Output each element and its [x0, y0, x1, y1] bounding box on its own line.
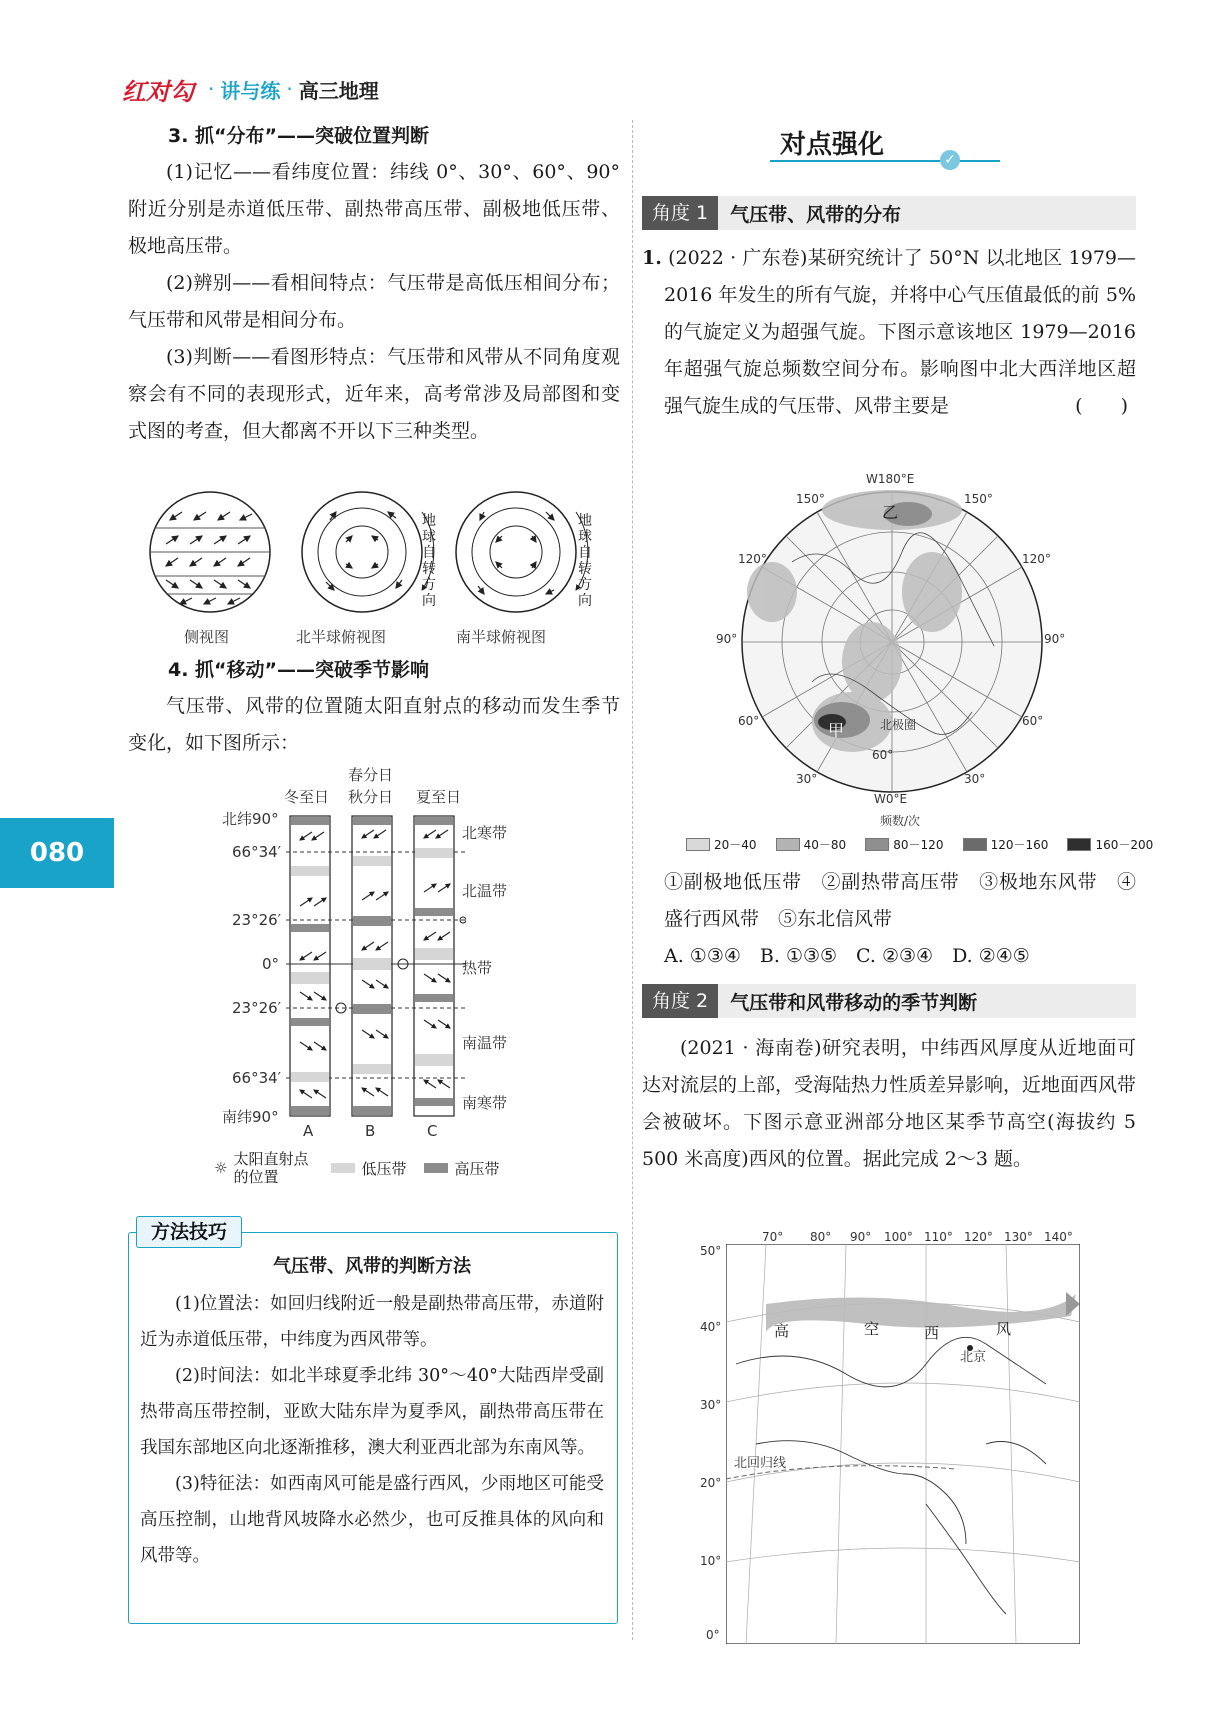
label-summer-solstice: 夏至日: [416, 788, 462, 806]
lon-90: 90°: [850, 1230, 872, 1244]
left-column: [128, 118, 620, 450]
tropic-label: 北回归线: [734, 1456, 787, 1471]
section-heading: 3. 抓“分布”——突破位置判断: [168, 125, 430, 147]
lat-23-north: 23°26′: [232, 911, 282, 929]
zone-north-temperate: 北温带: [462, 882, 508, 900]
lat-south-90: 南纬90°: [222, 1108, 279, 1126]
angle-1-tag: 角度 1: [642, 196, 718, 230]
brand-logo: 红对勾: [122, 76, 194, 106]
north-hemisphere-top-view: [302, 492, 434, 612]
map-label-jia: 甲: [828, 721, 845, 740]
map-label-60e: 60°: [1022, 714, 1044, 728]
lat-23-south: 23°26′: [232, 999, 282, 1017]
intro-2021: [642, 1030, 1136, 1178]
method-tips-tag: 方法技巧: [136, 1216, 242, 1248]
wind-label-3: 西: [924, 1324, 940, 1342]
wind-label-4: 风: [996, 1320, 1012, 1338]
lon-120: 120°: [964, 1230, 993, 1244]
method-paragraph: (1)位置法：如回归线附近一般是副热带高压带，赤道附近为赤道低压带，中纬度为西风带等。: [140, 1294, 604, 1350]
map-label-0: W0°E: [874, 792, 908, 806]
lat-50: 50°: [700, 1244, 722, 1258]
title-underline: [770, 160, 1000, 162]
map-label-30w: 30°: [796, 772, 818, 786]
angle-2-tag: 角度 2: [642, 984, 718, 1018]
map-legend-title: 频数/次: [880, 814, 921, 828]
zone-south-temperate: 南温带: [462, 1034, 508, 1052]
caption-side-view: 侧视图: [184, 628, 230, 646]
column-divider: [632, 120, 633, 1640]
lat-20: 20°: [700, 1476, 722, 1490]
caption-north-view: 北半球俯视图: [296, 628, 387, 646]
side-view-diagram: [150, 492, 270, 612]
lat-0: 0°: [706, 1628, 720, 1642]
lat-66-north: 66°34′: [232, 843, 282, 861]
lat-30: 30°: [700, 1398, 722, 1412]
question-1-stem: 1. (2022 · 广东卷)某研究统计了 50°N 以北地区 1979—2016 年发生的所有气旋，并将中心气压值最低的前 5% 的气旋定义为超强气旋。下图示意该地区 1979—2016 年超强气旋总频数空间分布。影响图中北大西洋地区超强气旋生成的气压带、风带主要是 ( ): [642, 247, 1136, 417]
map-label-150e: 150°: [964, 492, 993, 506]
lat-10: 10°: [700, 1554, 722, 1568]
lon-130: 130°: [1004, 1230, 1033, 1244]
lon-140: 140°: [1044, 1230, 1073, 1244]
caption-south-view: 南半球俯视图: [456, 628, 547, 646]
arctic-cyclone-map: [732, 482, 1062, 802]
section-heading: 4. 抓“移动”——突破季节影响: [168, 659, 430, 681]
high-pressure-swatch: [424, 1163, 448, 1173]
low-pressure-swatch: [331, 1163, 355, 1173]
wind-label-2: 空: [864, 1320, 880, 1338]
series-name: 讲与练: [220, 78, 281, 103]
angle-1-title: 气压带、风带的分布: [730, 203, 902, 226]
method-paragraph: (2)时间法：如北半球夏季北纬 30°～40°大陆西岸受副热带高压带控制，亚欧大陆东岸为夏季风，副热带高压带在我国东部地区向北逐渐推移，澳大利亚西北部为东南风等。: [140, 1366, 604, 1458]
zone-north-frigid: 北寒带: [462, 824, 508, 842]
lon-100: 100°: [884, 1230, 913, 1244]
map-label-180: W180°E: [866, 472, 915, 486]
intro-paragraph: (2021 · 海南卷)研究表明，中纬西风厚度从近地面可达对流层的上部，受海陆热力性质差异影响，近地面西风带会被破坏。下图示意亚洲部分地区某季节高空(海拔约 5 500 米高度)西风的位置。据此完成 2～3 题。: [642, 1037, 1137, 1170]
method-paragraph: (3)特征法：如西南风可能是盛行西风，少雨地区可能受高压控制，山地背风坡降水必然少，也可反推具体的风向和风带等。: [140, 1474, 604, 1566]
options-list: ①副极地低压带 ②副热带高压带 ③极地东风带 ④盛行西风带 ⑤东北信风带: [664, 871, 1136, 930]
check-icon: ✓: [940, 150, 960, 170]
map-legend: 20－40 40－80 80－120 120－160 160－200: [686, 836, 1167, 855]
paragraph: 气压带、风带的位置随太阳直射点的移动而发生季节变化，如下图所示：: [128, 695, 620, 754]
page-number: 080: [0, 818, 114, 888]
paragraph: (3)判断——看图形特点：气压带和风带从不同角度观察会有不同的表现形式，近年来，高考常涉及局部图和变式图的考查，但大都离不开以下三种类型。: [128, 346, 620, 442]
lon-110: 110°: [924, 1230, 953, 1244]
left-column-2: [128, 652, 620, 762]
map-label-90w: 90°: [716, 632, 738, 646]
method-tips-content: [140, 1286, 604, 1574]
question-1-options: [642, 864, 1136, 975]
map-label-arctic-circle: 北极圈: [880, 718, 917, 732]
asia-westerly-map: [726, 1244, 1080, 1644]
map-label-30e: 30°: [964, 772, 986, 786]
col-label-c: C: [427, 1122, 438, 1140]
map-label-120w: 120°: [738, 552, 767, 566]
practice-section-title: 对点强化: [780, 130, 885, 160]
angle-2-bar: [642, 984, 1136, 1018]
lat-40: 40°: [700, 1320, 722, 1334]
zone-tropical: 热带: [462, 959, 493, 977]
question-1: [642, 240, 1136, 425]
label-winter-solstice: 冬至日: [284, 788, 330, 806]
map-label-150w: 150°: [796, 492, 825, 506]
lat-66-south: 66°34′: [232, 1069, 282, 1087]
rotation-label-south: 地球自转方向: [578, 513, 592, 609]
map-label-120e: 120°: [1022, 552, 1051, 566]
rotation-label-north: 地球自转方向: [422, 513, 436, 609]
method-tips-title: 气压带、风带的判断方法: [273, 1256, 471, 1277]
map-label-yi: 乙: [882, 503, 899, 522]
beijing-label: 北京: [960, 1350, 987, 1365]
label-spring-equinox: 春分日: [348, 766, 394, 784]
map-label-60w: 60°: [738, 714, 760, 728]
map-label-90e: 90°: [1044, 632, 1066, 646]
lon-80: 80°: [810, 1230, 832, 1244]
paragraph: (1)记忆——看纬度位置：纬线 0°、30°、60°、90°附近分别是赤道低压带、副热带高压带、副极地低压带、极地高压带。: [128, 161, 620, 257]
lon-70: 70°: [762, 1230, 784, 1244]
zone-south-frigid: 南寒带: [462, 1094, 508, 1112]
col-label-b: B: [365, 1122, 376, 1140]
sun-icon: ☼: [214, 1159, 228, 1177]
answer-choices: A. ①③④ B. ①③⑤ C. ②③④ D. ②④⑤: [664, 945, 1030, 967]
lat-equator: 0°: [262, 955, 280, 973]
belt-shift-diagram: [286, 808, 466, 1128]
south-hemisphere-top-view: [456, 492, 588, 612]
angle-2-title: 气压带和风带移动的季节判断: [730, 991, 978, 1014]
paragraph: (2)辨别——看相间特点：气压带是高低压相间分布；气压带和风带是相间分布。: [128, 272, 620, 331]
lat-north-90: 北纬90°: [222, 810, 279, 828]
page-header: 红对勾 · 讲与练 · 高三地理: [122, 74, 379, 104]
wind-label-1: 高: [774, 1322, 790, 1340]
subject-name: 高三地理: [298, 78, 379, 103]
angle-1-bar: [642, 196, 1136, 230]
map-label-60-inner: 60°: [872, 748, 894, 762]
label-autumn-equinox: 秋分日: [348, 788, 394, 806]
belt-legend: ☼ 太阳直射点的位置 低压带 高压带: [214, 1150, 500, 1186]
col-label-a: A: [303, 1122, 314, 1140]
